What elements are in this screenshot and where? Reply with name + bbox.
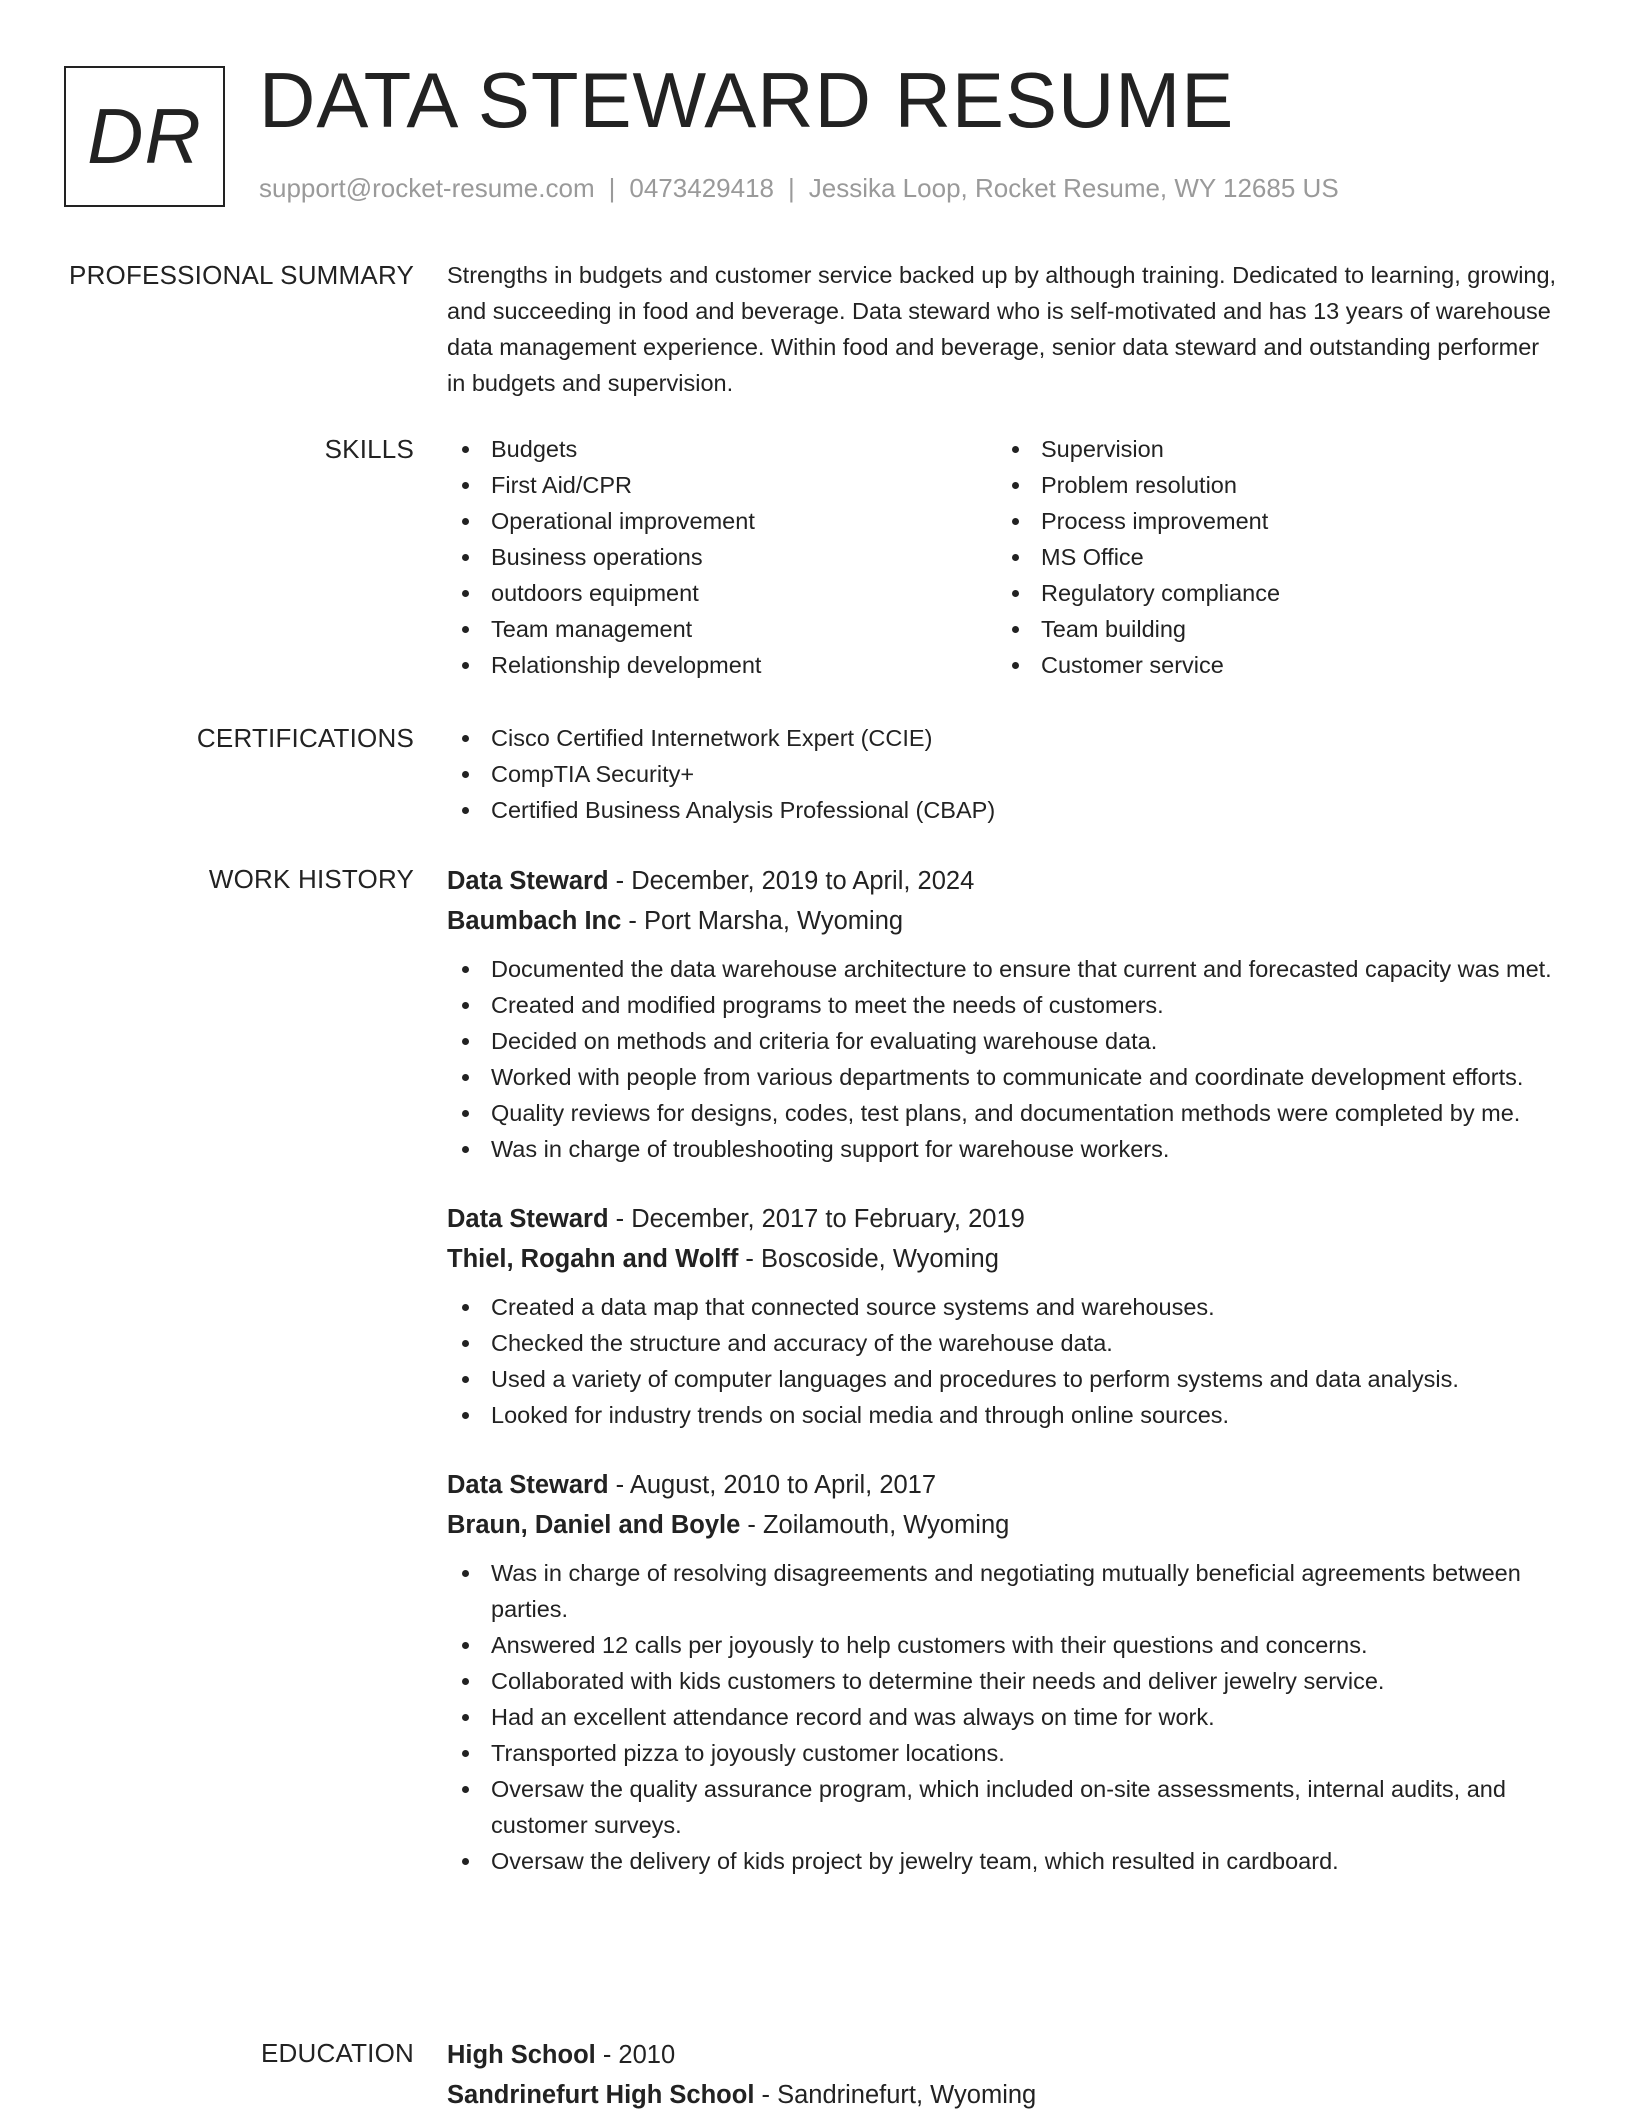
job-company: Braun, Daniel and Boyle <box>447 1511 741 1539</box>
skills-list-left <box>447 431 997 683</box>
job-entry <box>447 1199 1562 1433</box>
section-label-certifications: CERTIFICATIONS <box>196 723 414 753</box>
education-degree: High School <box>447 2041 596 2069</box>
certification-item: CompTIA Security+ <box>447 756 1562 792</box>
job-bullet: Collaborated with kids customers to determine their needs and deliver jewelry service. <box>447 1663 1562 1699</box>
contact-line <box>259 173 1339 204</box>
skills-grid <box>447 431 1562 683</box>
job-bullet: Oversaw the quality assurance program, which included on-site assessments, internal audits, and customer surveys. <box>447 1771 1562 1843</box>
job-title: Data Steward <box>447 1471 609 1499</box>
education-location: - Sandrinefurt, Wyoming <box>754 2081 1037 2109</box>
skill-item: Supervision <box>997 431 1547 467</box>
skill-item: Team management <box>447 611 997 647</box>
job-title-line <box>447 861 1562 901</box>
job-bullet: Had an excellent attendance record and was always on time for work. <box>447 1699 1562 1735</box>
job-title: Data Steward <box>447 867 609 895</box>
job-title: Data Steward <box>447 1205 609 1233</box>
skill-item: Relationship development <box>447 647 997 683</box>
job-bullet: Decided on methods and criteria for evaluating warehouse data. <box>447 1023 1562 1059</box>
skill-item: Operational improvement <box>447 503 997 539</box>
job-bullets <box>447 1555 1562 1879</box>
skill-item: Problem resolution <box>997 467 1547 503</box>
job-company: Thiel, Rogahn and Wolff <box>447 1245 739 1273</box>
skill-item: Process improvement <box>997 503 1547 539</box>
education-school: Sandrinefurt High School <box>447 2081 755 2109</box>
certifications-list <box>447 720 1562 828</box>
contact-email: support@rocket-resume.com <box>259 173 595 203</box>
job-company-line <box>447 901 1562 941</box>
education-degree-line <box>447 2035 1562 2075</box>
job-dates: - August, 2010 to April, 2017 <box>608 1471 937 1499</box>
contact-address: Jessika Loop, Rocket Resume, WY 12685 US <box>808 173 1339 203</box>
job-entry <box>447 861 1562 1167</box>
summary-body <box>447 257 1562 401</box>
contact-separator: | <box>608 173 616 203</box>
skill-item: outdoors equipment <box>447 575 997 611</box>
job-location: - Port Marsha, Wyoming <box>621 907 904 935</box>
job-bullet: Created and modified programs to meet the needs of customers. <box>447 987 1562 1023</box>
job-bullets <box>447 1289 1562 1433</box>
job-location: - Boscoside, Wyoming <box>738 1245 999 1273</box>
skill-item: First Aid/CPR <box>447 467 997 503</box>
section-label-skills: SKILLS <box>324 434 414 464</box>
skill-item: Budgets <box>447 431 997 467</box>
work-body <box>447 861 1562 1879</box>
contact-phone: 0473429418 <box>629 173 774 203</box>
job-bullet: Oversaw the delivery of kids project by jewelry team, which resulted in cardboard. <box>447 1843 1562 1879</box>
job-bullet: Answered 12 calls per joyously to help customers with their questions and concerns. <box>447 1627 1562 1663</box>
job-bullets <box>447 951 1562 1167</box>
education-year: - 2010 <box>595 2041 676 2069</box>
section-label-summary: PROFESSIONAL SUMMARY <box>69 260 414 290</box>
job-bullet: Created a data map that connected source systems and warehouses. <box>447 1289 1562 1325</box>
job-bullet: Was in charge of resolving disagreements and negotiating mutually beneficial agreements between parties. <box>447 1555 1562 1627</box>
job-bullet: Checked the structure and accuracy of the warehouse data. <box>447 1325 1562 1361</box>
resume-title: DATA STEWARD RESUME <box>259 56 1235 144</box>
job-bullet: Was in charge of troubleshooting support for warehouse workers. <box>447 1131 1562 1167</box>
skill-item: Customer service <box>997 647 1547 683</box>
job-title-line <box>447 1199 1562 1239</box>
job-bullet: Used a variety of computer languages and procedures to perform systems and data analysis. <box>447 1361 1562 1397</box>
job-bullet: Documented the data warehouse architecture to ensure that current and forecasted capacity was met. <box>447 951 1562 987</box>
job-company-line <box>447 1239 1562 1279</box>
job-title-line <box>447 1465 1562 1505</box>
section-label-education: EDUCATION <box>261 2038 414 2068</box>
job-bullet: Quality reviews for designs, codes, test plans, and documentation methods were completed by me. <box>447 1095 1562 1131</box>
certifications-body <box>447 720 1562 828</box>
job-company: Baumbach Inc <box>447 907 622 935</box>
certification-item: Certified Business Analysis Professional (CBAP) <box>447 792 1562 828</box>
section-label-work: WORK HISTORY <box>208 864 414 894</box>
skill-item: Team building <box>997 611 1547 647</box>
job-dates: - December, 2017 to February, 2019 <box>608 1205 1025 1233</box>
skills-list-right <box>997 431 1547 683</box>
contact-separator: | <box>788 173 795 203</box>
job-company-line <box>447 1505 1562 1545</box>
monogram-logo: DR <box>64 66 225 207</box>
job-entry <box>447 1465 1562 1879</box>
skill-item: Regulatory compliance <box>997 575 1547 611</box>
job-dates: - December, 2019 to April, 2024 <box>608 867 975 895</box>
job-bullet: Looked for industry trends on social media and through online sources. <box>447 1397 1562 1433</box>
education-school-line <box>447 2075 1562 2115</box>
education-body <box>447 2035 1562 2115</box>
skill-item: Business operations <box>447 539 997 575</box>
job-location: - Zoilamouth, Wyoming <box>740 1511 1010 1539</box>
job-bullet: Worked with people from various departments to communicate and coordinate development efforts. <box>447 1059 1562 1095</box>
skill-item: MS Office <box>997 539 1547 575</box>
certification-item: Cisco Certified Internetwork Expert (CCIE) <box>447 720 1562 756</box>
summary-text: Strengths in budgets and customer service backed up by although training. Dedicated to learning, growing, and succeeding in food and beverage. Data steward who is self-motivated and has 13 years of warehouse data management experience. Within food and beverage, senior data steward and outstanding performer in budgets and supervision. <box>447 262 1557 396</box>
job-bullet: Transported pizza to joyously customer locations. <box>447 1735 1562 1771</box>
